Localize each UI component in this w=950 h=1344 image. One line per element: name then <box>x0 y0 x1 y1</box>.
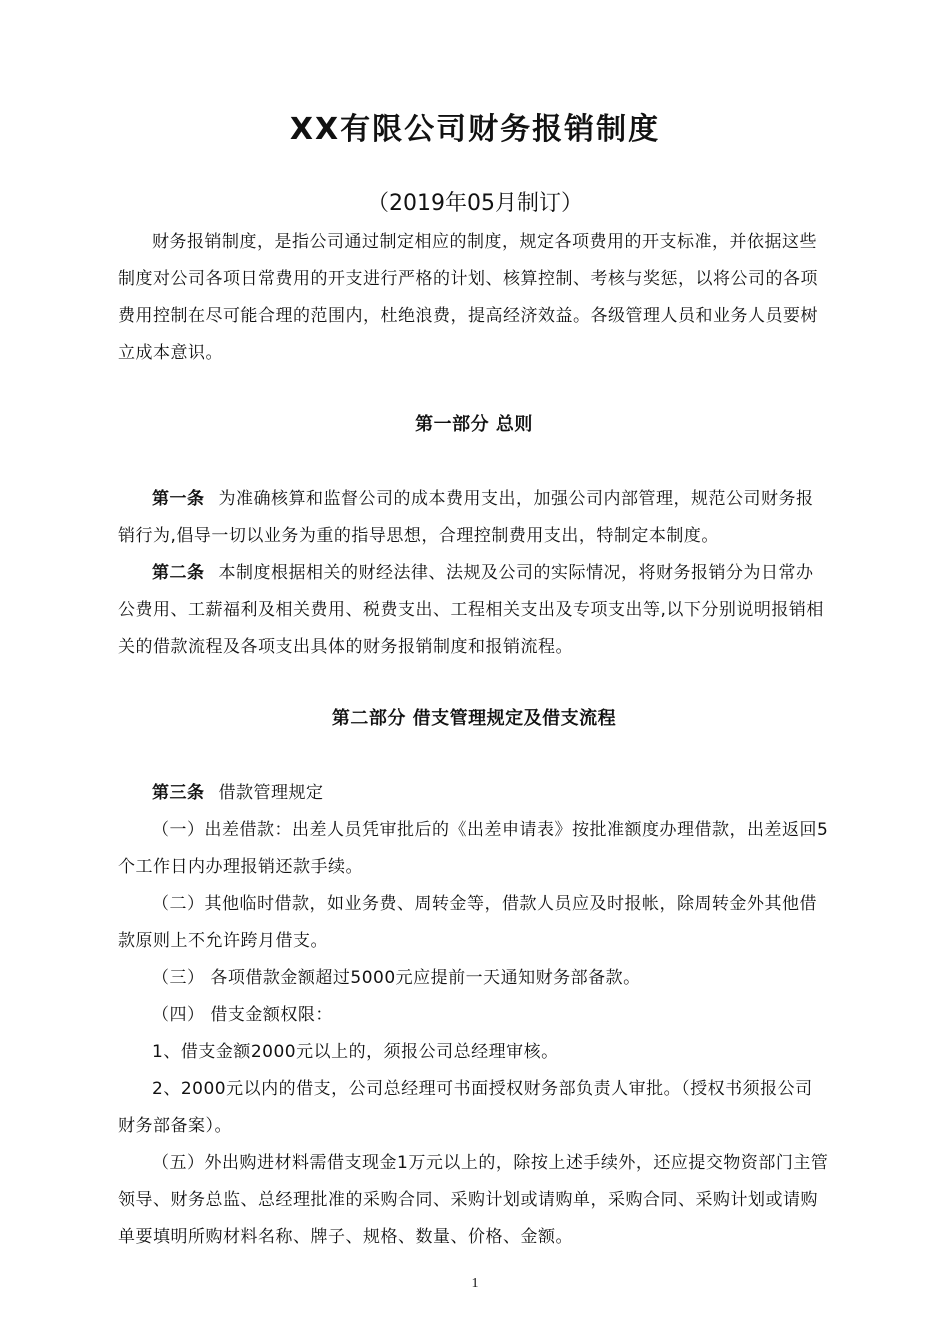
article-3-text: 借款管理规定 <box>218 783 324 803</box>
article-3-label: 第三条 <box>152 783 205 803</box>
clause-item: 2、2000元以内的借支，公司总经理可书面授权财务部负责人审批。（授权书须报公司财务部备案）。 <box>118 1079 813 1136</box>
document-title: XX有限公司财务报销制度 <box>289 112 661 147</box>
article-2-text: 本制度根据相关的财经法律、法规及公司的实际情况，将财务报销分为日常办公费用、工薪福利及相关费用、税费支出、工程相关支出及专项支出等,以下分别说明报销相关的借款流程及各项支出具体的财务报销制度和报销流程。 <box>118 563 824 657</box>
clause-item: （三） 各项借款金额超过5000元应提前一天通知财务部备款。 <box>152 968 641 988</box>
clause-item: （一）出差借款：出差人员凭审批后的《出差申请表》按批准额度办理借款，出差返回5个工作日内办理报销还款手续。 <box>118 820 829 877</box>
page-number: 1 <box>471 1276 479 1291</box>
clause-item: 1、借支金额2000元以上的，须报公司总经理审核。 <box>152 1042 559 1062</box>
part2-heading: 第二部分 借支管理规定及借支流程 <box>331 708 617 729</box>
article-2 <box>118 555 830 666</box>
article-1-text: 为准确核算和监督公司的成本费用支出，加强公司内部管理，规范公司财务报销行为,倡导一切以业务为重的指导思想，合理控制费用支出，特制定本制度。 <box>118 489 814 546</box>
article-3 <box>118 775 830 812</box>
article-1 <box>118 481 830 555</box>
article-1-label: 第一条 <box>152 489 205 509</box>
document-body <box>118 224 830 1256</box>
article-2-label: 第二条 <box>152 563 205 583</box>
clause-item: （四） 借支金额权限： <box>152 1005 333 1025</box>
part1-heading: 第一部分 总则 <box>415 414 533 435</box>
document-subtitle: （2019年05月制订） <box>367 191 583 216</box>
clause-item: （二）其他临时借款，如业务费、周转金等，借款人员应及时报帐，除周转金外其他借款原则上不允许跨月借支。 <box>118 894 817 951</box>
intro-paragraph: 财务报销制度，是指公司通过制定相应的制度，规定各项费用的开支标准，并依据这些制度对公司各项日常费用的开支进行严格的计划、核算控制、考核与奖惩，以将公司的各项费用控制在尽可能合理的范围内，杜绝浪费，提高经济效益。各级管理人员和业务人员要树立成本意识。 <box>118 232 818 363</box>
clause-item: （五）外出购进材料需借支现金1万元以上的，除按上述手续外，还应提交物资部门主管领导、财务总监、总经理批准的采购合同、采购计划或请购单，采购合同、采购计划或请购单要填明所购材料名称、牌子、规格、数量、价格、金额。 <box>118 1153 829 1247</box>
